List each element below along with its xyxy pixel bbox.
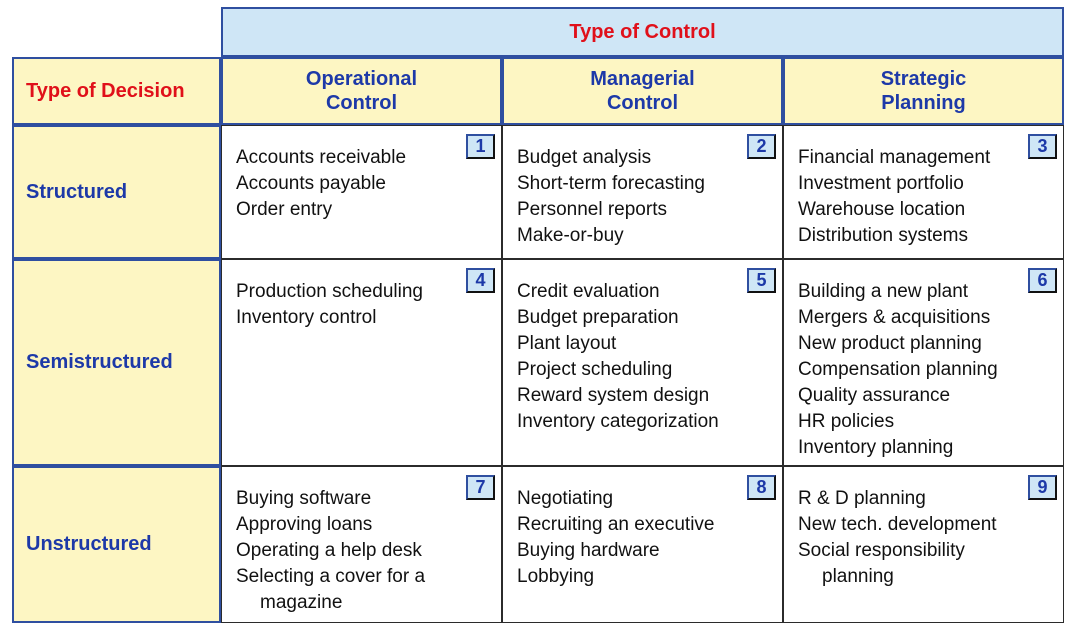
- cell-number-badge: 5: [747, 268, 776, 293]
- cell-item: Accounts payable: [236, 173, 386, 194]
- matrix-cell-3: [783, 125, 1064, 259]
- type-of-control-header: [221, 7, 1064, 57]
- matrix-cell-4: [221, 259, 502, 466]
- matrix-cell-8: [502, 466, 783, 623]
- cell-item-list: [236, 486, 425, 616]
- row-header-label: Unstructured: [26, 533, 152, 555]
- cell-item-continuation: [798, 564, 997, 590]
- cell-item-list: [236, 145, 406, 223]
- cell-item: Financial management: [798, 147, 991, 168]
- cell-item: Credit evaluation: [517, 281, 660, 302]
- cell-number-badge: 3: [1028, 134, 1057, 159]
- cell-item: HR policies: [798, 411, 895, 432]
- cell-item: Accounts receivable: [236, 147, 407, 168]
- cell-item: Project scheduling: [517, 359, 673, 380]
- cell-item: Operating a help desk: [236, 540, 422, 561]
- cell-item: Selecting a cover for a: [236, 566, 426, 587]
- column-header-label: Strategic Planning: [880, 68, 967, 114]
- row-header-unstructured: [12, 466, 221, 623]
- cell-number-badge: 6: [1028, 268, 1057, 293]
- matrix-cell-2: [502, 125, 783, 259]
- row-header-label: Structured: [26, 180, 128, 203]
- type-of-decision-label: Type of Decision: [26, 79, 185, 102]
- cell-number-badge: 9: [1028, 475, 1057, 500]
- cell-item: Reward system design: [517, 385, 710, 406]
- cell-item: Order entry: [236, 199, 333, 220]
- cell-item: Approving loans: [236, 514, 373, 535]
- cell-item: Inventory categorization: [517, 411, 719, 432]
- matrix-cell-1: [221, 125, 502, 259]
- cell-item: Personnel reports: [517, 199, 667, 220]
- column-header-operational-control: [221, 57, 502, 125]
- cell-item: Recruiting an executive: [517, 514, 715, 535]
- cell-item: Quality assurance: [798, 385, 951, 406]
- cell-item: Plant layout: [517, 333, 617, 354]
- cell-item: Building a new plant: [798, 281, 969, 302]
- cell-item: Investment portfolio: [798, 173, 964, 194]
- row-header-semistructured: [12, 259, 221, 466]
- cell-item: Budget preparation: [517, 307, 679, 328]
- cell-item: Mergers & acquisitions: [798, 307, 991, 328]
- matrix-cell-6: [783, 259, 1064, 466]
- cell-item-list: [798, 279, 998, 461]
- cell-item: New product planning: [798, 333, 982, 354]
- cell-item-list: [798, 486, 997, 590]
- matrix-cell-9: [783, 466, 1064, 623]
- cell-item: Production scheduling: [236, 281, 423, 302]
- cell-number-badge: 1: [466, 134, 495, 159]
- cell-item: Lobbying: [517, 566, 595, 587]
- cell-item-continuation: [236, 590, 425, 616]
- cell-item-list: [798, 145, 990, 249]
- cell-item: Inventory planning: [798, 437, 954, 458]
- cell-item: R & D planning: [798, 488, 926, 509]
- cell-item: Social responsibility: [798, 540, 965, 561]
- cell-number-badge: 7: [466, 475, 495, 500]
- column-header-label: Managerial Control: [590, 68, 695, 114]
- cell-item: Make-or-buy: [517, 225, 624, 246]
- type-of-decision-header: [12, 57, 221, 125]
- matrix-cell-5: [502, 259, 783, 466]
- matrix-cell-7: [221, 466, 502, 623]
- cell-item: Negotiating: [517, 488, 614, 509]
- cell-item: Buying software: [236, 488, 372, 509]
- cell-number-badge: 8: [747, 475, 776, 500]
- cell-item-list: [517, 486, 715, 590]
- column-header-strategic-planning: [783, 57, 1064, 125]
- row-header-label: Semistructured: [26, 351, 173, 373]
- cell-item: Compensation planning: [798, 359, 998, 380]
- cell-item-list: [517, 279, 719, 435]
- cell-item: Buying hardware: [517, 540, 660, 561]
- column-header-managerial-control: [502, 57, 783, 125]
- cell-item-list: [236, 279, 423, 331]
- cell-item: magazine: [260, 592, 343, 613]
- cell-item: Warehouse location: [798, 199, 966, 220]
- cell-number-badge: 2: [747, 134, 776, 159]
- cell-item: New tech. development: [798, 514, 997, 535]
- cell-item: Budget analysis: [517, 147, 652, 168]
- cell-item: Short-term forecasting: [517, 173, 705, 194]
- cell-item: Inventory control: [236, 307, 377, 328]
- cell-item: planning: [822, 566, 894, 587]
- cell-item: Distribution systems: [798, 225, 968, 246]
- row-header-structured: [12, 125, 221, 259]
- column-header-label: Operational Control: [305, 68, 418, 114]
- type-of-control-label: Type of Control: [569, 20, 716, 43]
- cell-item-list: [517, 145, 705, 249]
- cell-number-badge: 4: [466, 268, 495, 293]
